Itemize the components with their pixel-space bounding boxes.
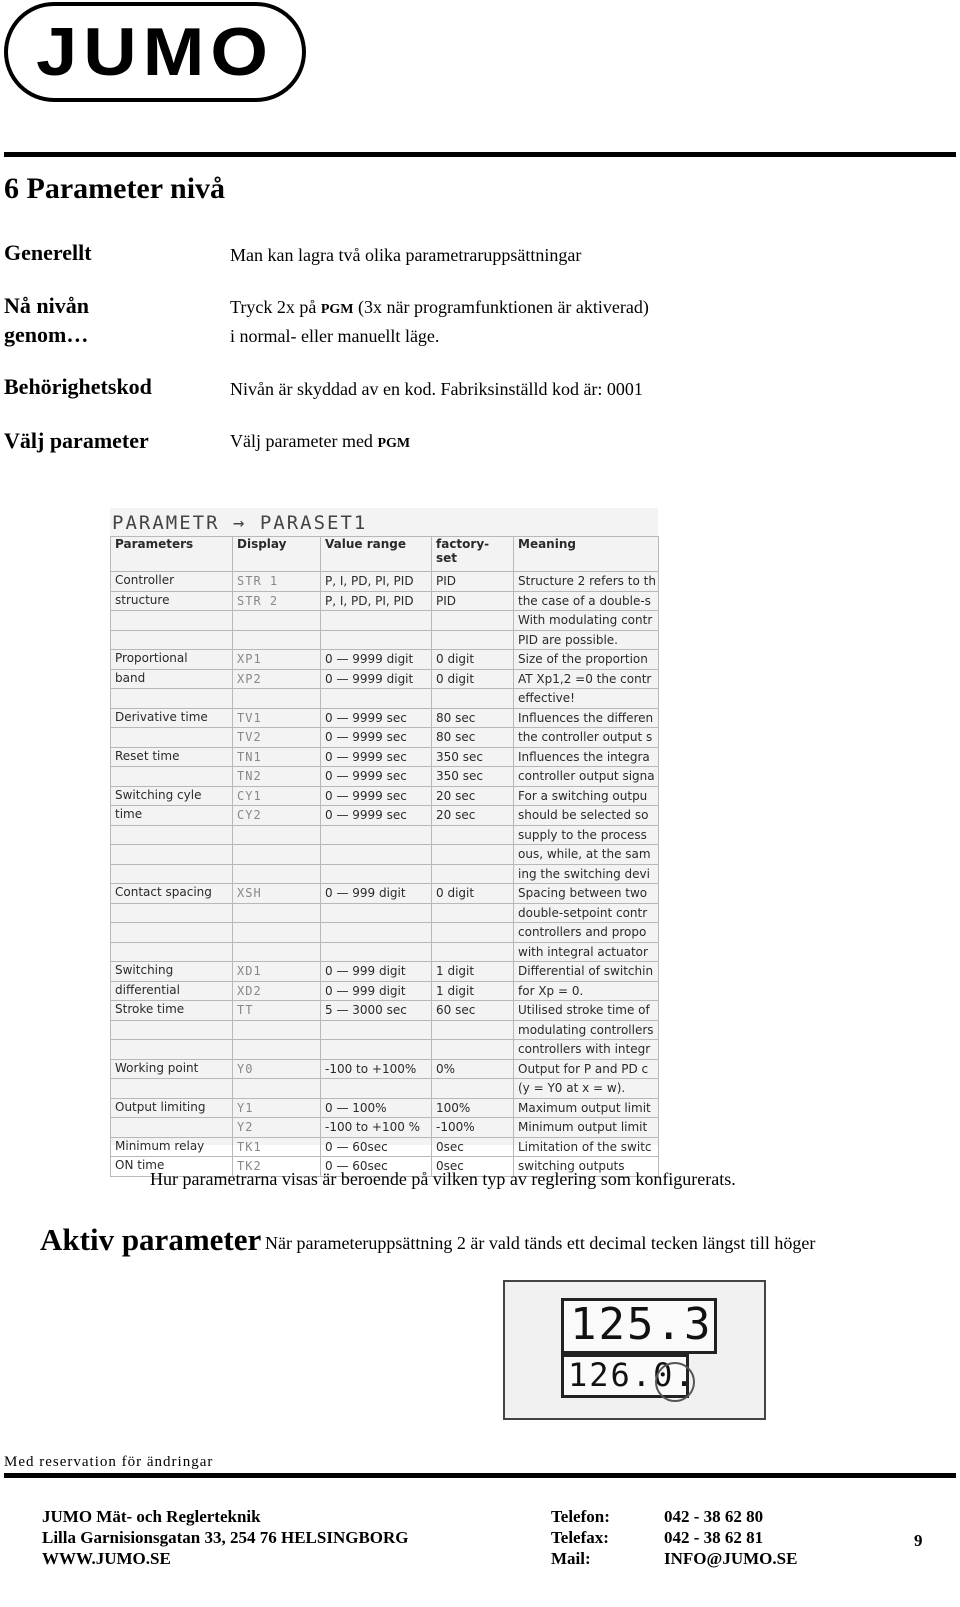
cell-factory-set: 1 digit: [432, 981, 514, 1001]
cell-factory-set: [432, 923, 514, 943]
cell-parameter: Output limiting: [111, 1098, 233, 1118]
label-genom: genom…: [4, 322, 89, 347]
logo-text: JUMO: [36, 13, 274, 90]
cell-meaning: controllers with integr: [514, 1040, 659, 1060]
cell-meaning: PID are possible.: [514, 630, 659, 650]
cell-parameter: Derivative time: [111, 708, 233, 728]
text-part: (3x när programfunktionen är aktiverad): [353, 297, 649, 317]
cell-parameter: [111, 903, 233, 923]
cell-value-range: [321, 942, 432, 962]
cell-parameter: [111, 923, 233, 943]
cell-meaning: with integral actuator: [514, 942, 659, 962]
cell-display: Y0: [233, 1059, 321, 1079]
cell-factory-set: -100%: [432, 1118, 514, 1138]
cell-factory-set: [432, 689, 514, 709]
cell-display: XSH: [233, 884, 321, 904]
cell-parameter: [111, 942, 233, 962]
cell-value-range: 0 — 100%: [321, 1098, 432, 1118]
header-parameters: Parameters: [111, 537, 233, 572]
section-title: 6 Parameter nivå: [4, 172, 226, 205]
table-row: [111, 1001, 659, 1021]
cell-value-range: [321, 864, 432, 884]
cell-parameter: [111, 689, 233, 709]
footer-rule: [4, 1473, 956, 1478]
lcd-top-window: [561, 1298, 717, 1354]
cell-factory-set: PID: [432, 572, 514, 592]
cell-parameter: Controller: [111, 572, 233, 592]
cell-display: TV1: [233, 708, 321, 728]
cell-parameter: Contact spacing: [111, 884, 233, 904]
cell-display: [233, 923, 321, 943]
cell-meaning: Influences the differen: [514, 708, 659, 728]
cell-display: TT: [233, 1001, 321, 1021]
cell-factory-set: 0 digit: [432, 884, 514, 904]
header-display: Display: [233, 537, 321, 572]
table-row: [111, 669, 659, 689]
cell-display: CY1: [233, 786, 321, 806]
footer-fax-label: Telefax:: [551, 1528, 609, 1547]
jumo-logo: [4, 2, 306, 102]
table-row: [111, 708, 659, 728]
cell-parameter: [111, 1118, 233, 1138]
cell-meaning: effective!: [514, 689, 659, 709]
cell-meaning: Influences the integra: [514, 747, 659, 767]
text-na-nivan-2: i normal- eller manuellt läge.: [230, 326, 440, 346]
cell-value-range: [321, 630, 432, 650]
active-parameter-label: Aktiv parameter: [40, 1222, 262, 1257]
parameter-table-image: [110, 508, 658, 1173]
cell-parameter: ON time: [111, 1157, 233, 1177]
table-row: [111, 806, 659, 826]
cell-meaning: (y = Y0 at x = w).: [514, 1079, 659, 1099]
table-row: [111, 767, 659, 787]
cell-parameter: [111, 825, 233, 845]
cell-meaning: switching outputs: [514, 1157, 659, 1177]
cell-factory-set: [432, 942, 514, 962]
cell-parameter: Reset time: [111, 747, 233, 767]
footer-mail: INFO@JUMO.SE: [664, 1549, 798, 1568]
table-row: [111, 786, 659, 806]
cell-display: [233, 630, 321, 650]
cell-parameter: Switching: [111, 962, 233, 982]
cell-factory-set: 0sec: [432, 1137, 514, 1157]
footer-address: Lilla Garnisionsgatan 33, 254 76 HELSINGBORG: [42, 1528, 409, 1547]
cell-value-range: -100 to +100 %: [321, 1118, 432, 1138]
cell-value-range: 0 — 9999 sec: [321, 786, 432, 806]
cell-factory-set: [432, 630, 514, 650]
page-number: 9: [914, 1531, 923, 1550]
cell-meaning: the case of a double-s: [514, 591, 659, 611]
cell-factory-set: 20 sec: [432, 786, 514, 806]
cell-parameter: [111, 864, 233, 884]
cell-factory-set: [432, 845, 514, 865]
table-row: [111, 1059, 659, 1079]
cell-parameter: [111, 1079, 233, 1099]
text-behorighetskod: Nivån är skyddad av en kod. Fabriksinställd kod är: 0001: [230, 379, 643, 399]
cell-factory-set: [432, 864, 514, 884]
cell-factory-set: [432, 1020, 514, 1040]
table-row: [111, 864, 659, 884]
cell-display: CY2: [233, 806, 321, 826]
cell-meaning: double-setpoint contr: [514, 903, 659, 923]
cell-factory-set: [432, 903, 514, 923]
cell-display: STR 1: [233, 572, 321, 592]
cell-value-range: 0 — 999 digit: [321, 962, 432, 982]
cell-value-range: 0 — 9999 sec: [321, 806, 432, 826]
table-row: [111, 591, 659, 611]
cell-parameter: [111, 630, 233, 650]
cell-display: TK2: [233, 1157, 321, 1177]
table-row: [111, 747, 659, 767]
cell-display: XD1: [233, 962, 321, 982]
cell-display: TK1: [233, 1137, 321, 1157]
cell-parameter: band: [111, 669, 233, 689]
cell-display: [233, 1020, 321, 1040]
header-rule: [4, 152, 956, 157]
cell-value-range: [321, 825, 432, 845]
table-header-row: [111, 537, 659, 572]
cell-meaning: Utilised stroke time of: [514, 1001, 659, 1021]
cell-display: XP2: [233, 669, 321, 689]
lcd-display-image: [503, 1280, 766, 1420]
cell-parameter: differential: [111, 981, 233, 1001]
header-meaning: Meaning: [514, 537, 659, 572]
cell-parameter: Stroke time: [111, 1001, 233, 1021]
cell-value-range: 0 — 9999 sec: [321, 747, 432, 767]
table-row: [111, 689, 659, 709]
cell-parameter: [111, 767, 233, 787]
cell-display: [233, 611, 321, 631]
cell-parameter: [111, 728, 233, 748]
cell-factory-set: 80 sec: [432, 728, 514, 748]
cell-value-range: [321, 689, 432, 709]
cell-parameter: Working point: [111, 1059, 233, 1079]
table-row: [111, 962, 659, 982]
cell-parameter: [111, 1040, 233, 1060]
cell-value-range: [321, 845, 432, 865]
cell-meaning: Differential of switchin: [514, 962, 659, 982]
cell-meaning: for Xp = 0.: [514, 981, 659, 1001]
cell-display: [233, 903, 321, 923]
cell-value-range: [321, 611, 432, 631]
cell-display: [233, 689, 321, 709]
header-value-range: Value range: [321, 537, 432, 572]
footer-web: WWW.JUMO.SE: [42, 1549, 171, 1568]
pgm-key: PGM: [320, 302, 354, 317]
cell-parameter: Switching cyle: [111, 786, 233, 806]
cell-value-range: [321, 1040, 432, 1060]
cell-meaning: ing the switching devi: [514, 864, 659, 884]
cell-meaning: supply to the process: [514, 825, 659, 845]
cell-factory-set: 350 sec: [432, 767, 514, 787]
cell-display: [233, 864, 321, 884]
cell-factory-set: 0 digit: [432, 669, 514, 689]
cell-value-range: P, I, PD, PI, PID: [321, 591, 432, 611]
cell-meaning: Size of the proportion: [514, 650, 659, 670]
lcd-bottom-value: 126.0.: [568, 1356, 696, 1394]
notice: Med reservation för ändringar: [4, 1454, 214, 1470]
cell-value-range: 0 — 9999 digit: [321, 650, 432, 670]
table-row: [111, 1137, 659, 1157]
cell-parameter: structure: [111, 591, 233, 611]
table-row: [111, 903, 659, 923]
cell-meaning: For a switching outpu: [514, 786, 659, 806]
cell-factory-set: 350 sec: [432, 747, 514, 767]
cell-value-range: 0 — 999 digit: [321, 981, 432, 1001]
cell-meaning: ous, while, at the sam: [514, 845, 659, 865]
cell-value-range: [321, 903, 432, 923]
cell-value-range: [321, 1020, 432, 1040]
text-part: Tryck 2x på: [230, 297, 321, 317]
cell-parameter: Proportional: [111, 650, 233, 670]
cell-meaning: modulating controllers: [514, 1020, 659, 1040]
footer-mail-label: Mail:: [551, 1549, 591, 1568]
cell-meaning: Structure 2 refers to th: [514, 572, 659, 592]
label-valj-parameter: Välj parameter: [4, 428, 149, 453]
table-row: [111, 630, 659, 650]
cell-parameter: [111, 845, 233, 865]
cell-parameter: Minimum relay: [111, 1137, 233, 1157]
table-caption: Hur parametrarna visas är beroende på vilken typ av reglering som konfigurerats.: [150, 1169, 736, 1189]
pgm-key: PGM: [377, 436, 411, 451]
cell-factory-set: 0sec: [432, 1157, 514, 1177]
cell-parameter: [111, 611, 233, 631]
parameter-table-title: PARAMETR → PARASET1: [112, 512, 368, 534]
table-row: [111, 884, 659, 904]
active-parameter-text: När parameteruppsättning 2 är vald tänds ett decimal tecken längst till höger: [265, 1233, 816, 1253]
cell-value-range: 0 — 60sec: [321, 1157, 432, 1177]
cell-value-range: -100 to +100%: [321, 1059, 432, 1079]
cell-display: XP1: [233, 650, 321, 670]
decimal-point-highlight-circle: [655, 1362, 695, 1402]
table-row: [111, 1118, 659, 1138]
cell-factory-set: [432, 1040, 514, 1060]
cell-meaning: the controller output s: [514, 728, 659, 748]
cell-meaning: controller output signa: [514, 767, 659, 787]
cell-factory-set: 60 sec: [432, 1001, 514, 1021]
cell-value-range: [321, 1079, 432, 1099]
cell-value-range: 5 — 3000 sec: [321, 1001, 432, 1021]
cell-display: [233, 942, 321, 962]
cell-meaning: AT Xp1,2 =0 the contr: [514, 669, 659, 689]
parameter-table-body: [111, 572, 659, 1177]
table-row: [111, 923, 659, 943]
cell-meaning: Output for P and PD c: [514, 1059, 659, 1079]
cell-meaning: Minimum output limit: [514, 1118, 659, 1138]
text-generellt: Man kan lagra två olika parametraruppsättningar: [230, 245, 582, 265]
table-row: [111, 942, 659, 962]
table-row: [111, 1020, 659, 1040]
cell-value-range: 0 — 999 digit: [321, 884, 432, 904]
cell-value-range: 0 — 9999 sec: [321, 767, 432, 787]
cell-display: TN2: [233, 767, 321, 787]
cell-value-range: 0 — 9999 sec: [321, 728, 432, 748]
cell-display: TN1: [233, 747, 321, 767]
footer-fax: 042 - 38 62 81: [664, 1528, 764, 1547]
cell-meaning: With modulating contr: [514, 611, 659, 631]
footer-phone-label: Telefon:: [551, 1507, 610, 1526]
parameter-table: [110, 536, 659, 1177]
label-na-nivan: Nå nivån: [4, 293, 89, 318]
cell-factory-set: 20 sec: [432, 806, 514, 826]
cell-value-range: P, I, PD, PI, PID: [321, 572, 432, 592]
cell-factory-set: 100%: [432, 1098, 514, 1118]
cell-display: STR 2: [233, 591, 321, 611]
cell-display: Y1: [233, 1098, 321, 1118]
table-row: [111, 825, 659, 845]
label-generellt: Generellt: [4, 240, 92, 265]
lcd-top-value: 125.3: [570, 1299, 713, 1350]
cell-display: [233, 825, 321, 845]
table-row: [111, 981, 659, 1001]
cell-value-range: 0 — 9999 sec: [321, 708, 432, 728]
table-row: [111, 572, 659, 592]
cell-display: [233, 845, 321, 865]
header-factory-set: factory-set: [432, 537, 514, 572]
cell-factory-set: 0 digit: [432, 650, 514, 670]
cell-value-range: 0 — 60sec: [321, 1137, 432, 1157]
cell-factory-set: 80 sec: [432, 708, 514, 728]
table-row: [111, 1098, 659, 1118]
table-row: [111, 650, 659, 670]
cell-display: [233, 1040, 321, 1060]
footer-phone: 042 - 38 62 80: [664, 1507, 764, 1526]
cell-meaning: should be selected so: [514, 806, 659, 826]
cell-factory-set: [432, 1079, 514, 1099]
table-row: [111, 1079, 659, 1099]
cell-meaning: Limitation of the switc: [514, 1137, 659, 1157]
cell-factory-set: PID: [432, 591, 514, 611]
cell-value-range: [321, 923, 432, 943]
cell-parameter: time: [111, 806, 233, 826]
table-row: [111, 1040, 659, 1060]
cell-display: Y2: [233, 1118, 321, 1138]
cell-display: TV2: [233, 728, 321, 748]
table-row: [111, 728, 659, 748]
text-part: Välj parameter med: [230, 431, 378, 451]
cell-factory-set: 0%: [432, 1059, 514, 1079]
cell-factory-set: [432, 825, 514, 845]
cell-meaning: Maximum output limit: [514, 1098, 659, 1118]
cell-display: XD2: [233, 981, 321, 1001]
footer-company: JUMO Mät- och Reglerteknik: [42, 1507, 261, 1526]
cell-meaning: Spacing between two: [514, 884, 659, 904]
cell-parameter: [111, 1020, 233, 1040]
cell-factory-set: 1 digit: [432, 962, 514, 982]
table-row: [111, 611, 659, 631]
label-behorighetskod: Behörighetskod: [4, 374, 152, 399]
cell-value-range: 0 — 9999 digit: [321, 669, 432, 689]
cell-meaning: controllers and propo: [514, 923, 659, 943]
table-row: [111, 845, 659, 865]
cell-display: [233, 1079, 321, 1099]
cell-factory-set: [432, 611, 514, 631]
text-valj-parameter: [230, 426, 410, 459]
